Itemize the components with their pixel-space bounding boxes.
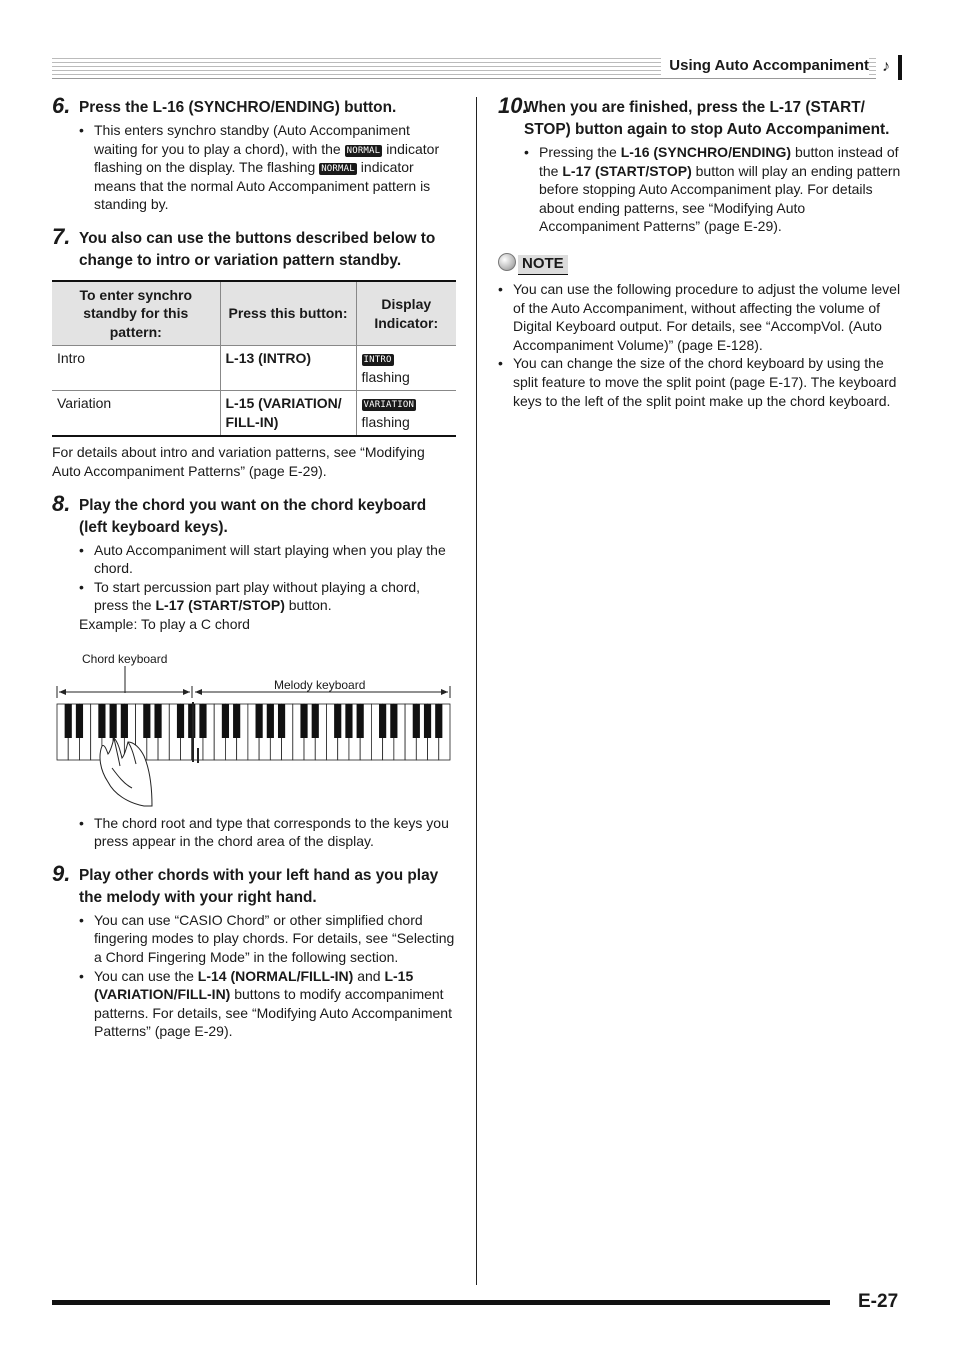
magnifier-icon: [498, 253, 516, 271]
list-item: • To start percussion part play without playing a chord, press the L-17 (START/STOP) button.: [79, 578, 456, 615]
table-header: Display Indicator:: [356, 281, 456, 346]
variation-indicator-icon: VARIATION: [363, 400, 415, 411]
note-heading: [498, 254, 902, 276]
list-item: • The chord root and type that corresponds to the keys you press appear in the chord area of the display.: [79, 814, 456, 851]
black-key: [98, 704, 105, 738]
normal-indicator-icon: NORMAL: [346, 145, 381, 156]
black-key: [199, 704, 206, 738]
list-item: • You can change the size of the chord keyboard by using the split feature to move the split point (page E-17). The keyboard keys to the left of the split point make up the chord keyboard.: [498, 354, 902, 410]
keyboard-diagram: [52, 638, 456, 810]
step-number: 9.: [52, 860, 71, 886]
black-key: [65, 704, 72, 738]
melody-keyboard-label: Melody keyboard: [274, 677, 366, 692]
step-9-heading: [52, 860, 456, 909]
keyboard-figure: [52, 638, 456, 810]
list-item: • You can use “CASIO Chord” or other simplified chord fingering modes to play chords. For details, see “Selecting a Chord Fingering Mode” in the following section.: [79, 911, 456, 967]
step-7-heading: [52, 223, 456, 272]
black-key: [76, 704, 83, 738]
black-key: [379, 704, 386, 738]
black-key: [222, 704, 229, 738]
table-cell: L-15 (VARIATION/ FILL-IN): [220, 391, 356, 437]
table-row: [52, 391, 456, 437]
music-note-icon: ♪: [882, 58, 890, 75]
step-8-heading: [52, 490, 456, 539]
list-item: • You can use the L-14 (NORMAL/FILL-IN) and L-15 (VARIATION/FILL-IN) buttons to modify accompaniment patterns. For details, see “Modifying Auto Accompaniment Patterns” (page E-29).: [79, 967, 456, 1041]
intro-indicator-icon: INTRO: [363, 355, 392, 366]
table-header: Press this button:: [220, 281, 356, 346]
step-6-bullets: [52, 121, 456, 214]
footer-rule: [52, 1300, 830, 1305]
black-key: [357, 704, 364, 738]
page-header-title: Using Auto Accompaniment: [661, 57, 869, 76]
page-number: E-27: [858, 1291, 899, 1312]
black-key: [278, 704, 285, 738]
step-title: You also can use the buttons described below to change to intro or variation pattern standby.: [79, 229, 436, 269]
table-cell: Intro: [52, 346, 220, 391]
table-cell: INTRO flashing: [356, 346, 456, 391]
list-item: • This enters synchro standby (Auto Accompaniment waiting for you to play a chord), with the NORMAL indicator flashing on the display. The flashing NORMAL indicator means that the normal Auto Accompaniment pattern is standing by.: [79, 121, 456, 214]
black-key: [424, 704, 431, 738]
black-key: [143, 704, 150, 738]
black-key: [390, 704, 397, 738]
chord-keyboard-label: Chord keyboard: [82, 651, 168, 666]
table-footnote: For details about intro and variation patterns, see “Modifying Auto Accompaniment Patterns” (page E-29).: [52, 444, 425, 480]
step-8-bullets: [52, 541, 456, 615]
black-key: [435, 704, 442, 738]
table-header-row: [52, 281, 456, 346]
list-item: • Pressing the L-16 (SYNCHRO/ENDING) button instead of the L-17 (START/STOP) button will play an ending pattern before stopping Auto Accompaniment play. For details about ending patterns, see “Modifying Auto Accompaniment Patterns” (page E-29).: [524, 143, 902, 236]
note-bullets: [498, 280, 902, 410]
note-label: NOTE: [518, 255, 568, 275]
column-divider: [476, 97, 477, 1285]
table-cell: Variation: [52, 391, 220, 437]
step-10-bullets: [498, 143, 902, 236]
list-item: • Auto Accompaniment will start playing when you play the chord.: [79, 541, 456, 578]
black-key: [267, 704, 274, 738]
list-item: • You can use the following procedure to adjust the volume level of the Auto Accompaniment, without affecting the volume of Digital Keyboard output. For details, see “AccompVol. (Auto Accompaniment Volume)” (page E-128).: [498, 280, 902, 354]
black-key: [154, 704, 161, 738]
black-key: [300, 704, 307, 738]
right-column: [498, 93, 902, 410]
table-cell: L-13 (INTRO): [220, 346, 356, 391]
table-header: To enter synchro standby for this pattern:: [52, 281, 220, 346]
black-key: [110, 704, 117, 738]
black-key: [256, 704, 263, 738]
black-key: [233, 704, 240, 738]
step-6-heading: [52, 93, 456, 119]
black-key: [312, 704, 319, 738]
left-column: [52, 93, 456, 1041]
step-number: 6.: [52, 93, 71, 118]
header-tab: [876, 55, 902, 80]
step-title: Play other chords with your left hand as you play the melody with your right hand.: [79, 866, 439, 906]
black-key: [334, 704, 341, 738]
step-10-heading: [498, 93, 902, 141]
black-key: [413, 704, 420, 738]
table-row: [52, 346, 456, 391]
step-8-bullets-2: [52, 814, 456, 851]
step-number: 7.: [52, 223, 71, 249]
black-key: [345, 704, 352, 738]
step-title: Press the L-16 (SYNCHRO/ENDING) button.: [79, 99, 397, 116]
example-text: Example: To play a C chord: [79, 616, 250, 633]
step-9-bullets: [52, 911, 456, 1041]
black-key: [121, 704, 128, 738]
black-key: [177, 704, 184, 738]
step-number: 10.: [498, 93, 529, 118]
step-title: Play the chord you want on the chord keyboard (left keyboard keys).: [79, 496, 427, 536]
pattern-table: [52, 280, 456, 438]
step-number: 8.: [52, 490, 71, 516]
black-key: [188, 704, 195, 738]
step-title: When you are finished, press the L-17 (START/ STOP) button again to stop Auto Accompaniment.: [524, 99, 890, 138]
normal-indicator-icon: NORMAL: [321, 164, 355, 175]
table-cell: VARIATION flashing: [356, 391, 456, 437]
